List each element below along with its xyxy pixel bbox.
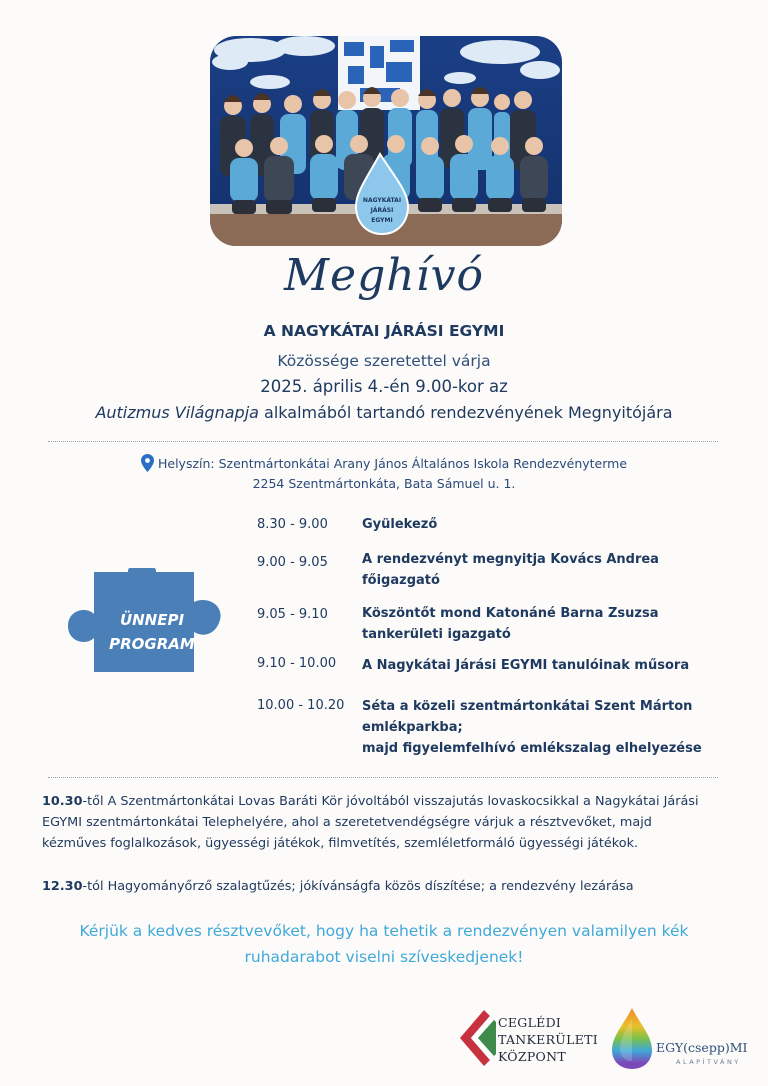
invite-line: Közössége szeretettel várja — [277, 352, 491, 370]
schedule-event — [362, 603, 722, 645]
svg-text:EGYMI: EGYMI — [371, 217, 393, 224]
note-line1: Kérjük a kedves résztvevőket, hogy ha tehetik a rendezvényen valamilyen kék — [79, 922, 689, 940]
schedule-event-line1: A Nagykátai Járási EGYMI tanulóinak műsora — [362, 658, 690, 673]
schedule-event-line1: Köszöntőt mond Katonáné Barna Zsuzsa — [362, 606, 659, 621]
schedule-time: 10.00 - 10.20 — [257, 698, 345, 713]
svg-text:NAGYKÁTAI: NAGYKÁTAI — [362, 197, 402, 204]
schedule-event-line3: majd figyelemfelhívó emlékszalag elhelyezése — [362, 741, 702, 756]
rainbow-drop-icon — [610, 1006, 654, 1070]
organizer-name: A NAGYKÁTAI JÁRÁSI EGYMI — [263, 322, 505, 340]
alapitvany-label: ALAPÍTVÁNY — [676, 1058, 741, 1066]
divider-top — [48, 441, 718, 442]
schedule-event — [362, 549, 722, 591]
paragraph-line — [42, 791, 732, 812]
logo-line: CEGLÉDI — [498, 1015, 562, 1030]
afternoon-paragraph-2 — [42, 876, 732, 897]
event-name: Autizmus Világnapja — [95, 403, 259, 422]
paragraph-text: -től A Szentmártonkátai Lovas Baráti Kör jóvoltából visszajutás lovaskocsikkal a Nagykátai Járási — [82, 794, 699, 809]
schedule-event-line1: Gyülekező — [362, 517, 438, 532]
location-line — [0, 454, 768, 472]
schedule-event-line2: emlékparkba; — [362, 720, 463, 735]
location-address: 2254 Szentmártonkáta, Bata Sámuel u. 1. — [252, 476, 516, 491]
page-title: Meghívó — [283, 250, 484, 301]
schedule-event-line1: Séta a közeli szentmártonkátai Szent Márton — [362, 699, 693, 714]
schedule-event-line2: tankerületi igazgató — [362, 627, 511, 642]
egycseppmi-name: EGY(csepp)MI — [656, 1040, 748, 1055]
schedule-event — [362, 655, 722, 676]
schedule-event — [362, 514, 722, 535]
logo-line: TANKERÜLETI — [498, 1032, 599, 1047]
schedule-time: 9.05 - 9.10 — [257, 607, 328, 622]
paragraph-line: EGYMI szentmártonkátai Telephelyére, ahol a szeretetvendégségre várjuk a résztvevőket, majd — [42, 815, 652, 830]
paragraph-time: 12.30 — [42, 879, 83, 894]
schedule-time: 8.30 - 9.00 — [257, 517, 328, 532]
note-line2: ruhadarabot viselni szíveskedjenek! — [244, 948, 524, 966]
afternoon-paragraph-1 — [42, 791, 732, 854]
cegledi-logo-text — [498, 1014, 598, 1065]
schedule-event — [362, 696, 722, 759]
group-photo — [210, 36, 562, 246]
event-line — [0, 403, 768, 422]
schedule-time: 9.00 - 9.05 — [257, 555, 328, 570]
event-description: alkalmából tartandó rendezvényének Megnyitójára — [258, 403, 673, 422]
divider-bottom — [48, 777, 718, 778]
egycseppmi-drop-logo — [610, 1006, 654, 1070]
cegledi-logo-mark — [454, 1008, 496, 1070]
paragraph-time: 10.30 — [42, 794, 83, 809]
program-label-1: ÜNNEPI — [119, 611, 185, 629]
date-line: 2025. április 4.-én 9.00-kor az — [260, 377, 508, 396]
group-photo-illustration — [210, 36, 562, 246]
paragraph-line: kézműves foglalkozások, ügyességi játékok, filmvetítés, szemléletformáló ügyességi játékok. — [42, 836, 639, 851]
dress-code-note — [60, 918, 708, 970]
location-venue: Helyszín: Szentmártonkátai Arany János Általános Iskola Rendezvényterme — [157, 456, 628, 471]
schedule-time: 9.10 - 10.00 — [257, 656, 337, 671]
svg-text:JÁRÁSI: JÁRÁSI — [370, 207, 394, 214]
logo-line: KÖZPONT — [498, 1049, 566, 1064]
schedule-event-line1: A rendezvényt megnyitja Kovács Andrea — [362, 552, 659, 567]
schedule-event-line2: főigazgató — [362, 573, 440, 588]
program-label-2: PROGRAM — [109, 635, 195, 653]
paragraph-text: -tól Hagyományőrző szalagtűzés; jókívánságfa közös díszítése; a rendezvény lezárása — [82, 879, 634, 894]
hungarian-flag-chevron-icon — [454, 1008, 496, 1070]
map-pin-icon — [141, 454, 154, 472]
